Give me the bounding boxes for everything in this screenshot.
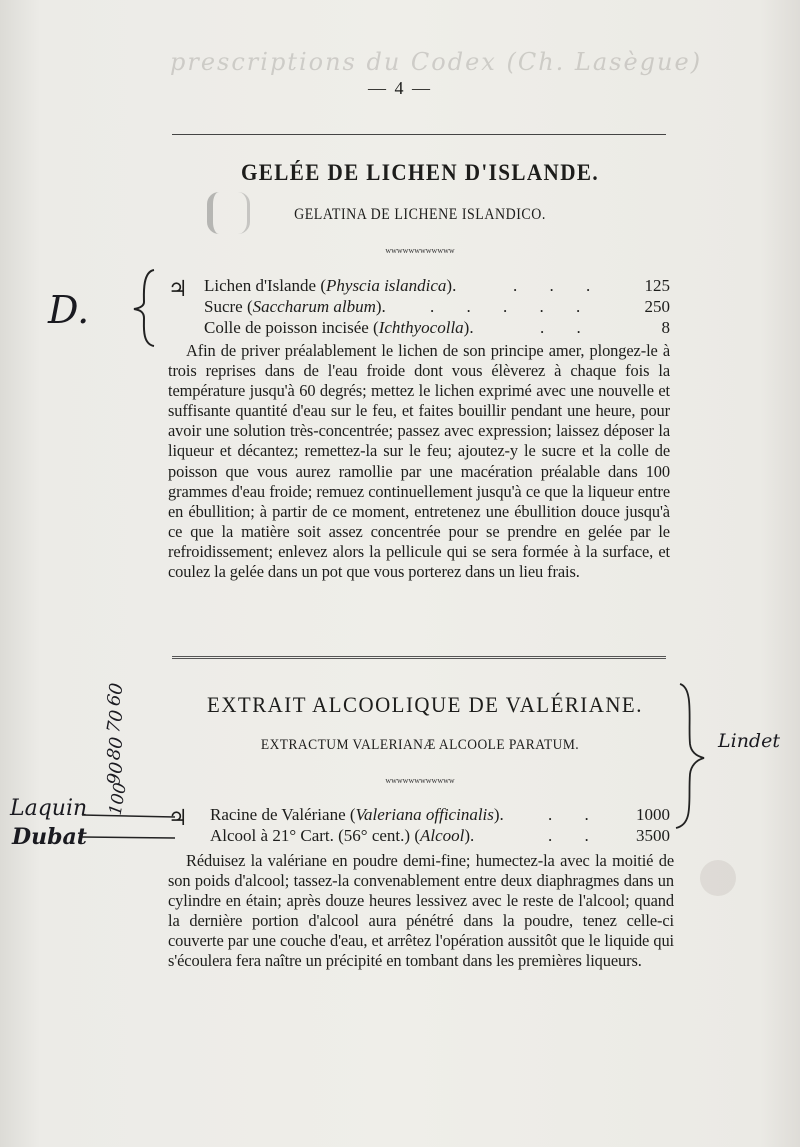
jupiter-symbol-icon: ♃	[168, 276, 188, 301]
margin-number: 80	[103, 735, 128, 762]
ingredient-latin: Alcool	[419, 826, 465, 845]
ingredient-text: Lichen d'Islande (	[204, 276, 327, 295]
margin-number: 90	[103, 760, 128, 787]
ingredient-latin: Ichthyocolla	[378, 318, 464, 337]
ingredient-latin: Physcia islandica	[326, 276, 447, 295]
ingredient-latin: Saccharum album	[252, 297, 376, 316]
ingredient-text: ).	[493, 805, 504, 824]
handwritten-top-note: prescriptions du Codex (Ch. Lasègue)	[170, 48, 703, 76]
middle-rule	[172, 656, 666, 661]
section1-subtitle: GELATINA DE LICHENE ISLANDICO.	[294, 206, 546, 223]
ingredient-amount: 8	[661, 318, 670, 337]
margin-note-d: D.	[48, 288, 90, 332]
section1-paragraph-text: Afin de priver préalablement le lichen de son principe amer, plongez-le à trois reprises dans de l'eau froide dont vous élèverez à chaque fois la température jusqu'à 60 degrés; mettez le lichen exprimé avec une nouvelle et suffisante quantité d'eau sur le feu, et faites bouillir pendant une heure, pour avoir une solution très-concentrée; passez avec expression; laissez déposer la liqueur et décantez; remettez-la sur le feu; ajoutez-y le sucre et la colle de poisson que vous aurez ramollie par une macération préalable dans 100 grammes d'eau froide; remuez continuellement jusqu'à ce que la liqueur entre en ébullition; à partir de ce moment, entretenez une ébullition douce jusqu'à ce que la matière soit assez concentrée pour se prendre en gelée par le refroidissement; enlevez alors la pellicule qui se sera formée à la surface, et coulez la gelée dans un pot que vous porterez dans un lieu frais.	[168, 341, 670, 582]
handwritten-lines	[80, 805, 180, 845]
leader-dots: . .	[548, 826, 603, 845]
ingredient-text: Colle de poisson incisée (	[204, 318, 379, 337]
section2-subtitle: EXTRACTUM VALERIANÆ ALCOOLE PARATUM.	[260, 737, 580, 753]
ingredient-text: ).	[446, 276, 457, 295]
page-number: — 4 —	[368, 78, 432, 98]
section2-title: EXTRAIT ALCOOLIQUE DE VALÉRIANE.	[207, 692, 643, 717]
margin-number: 70	[103, 708, 128, 735]
jupiter-symbol-icon: ♃	[168, 805, 188, 830]
section1-paragraph	[168, 341, 670, 582]
section1-title: GELÉE DE LICHEN D'ISLANDE.	[240, 160, 600, 185]
handwritten-brace	[130, 266, 160, 350]
ingredient-text: ).	[464, 826, 475, 845]
ingredient-text: Racine de Valériane (	[210, 805, 356, 824]
ingredient-amount: 125	[644, 276, 670, 295]
ingredient-amount: 1000	[636, 805, 670, 824]
section2-paragraph-text: Réduisez la valériane en poudre demi-fine; humectez-la avec la moitié de son poids d'alcool; tassez-la convenablement entre deux diaphragmes dans un cylindre en étain; après douze heures lessivez avec le reste de l'alcool; quand la dernière portion d'alcool aura pénétré dans la poudre, tenez celle-ci couverte par une couche d'eau, et arrêtez l'opération aussitôt que le liquide qui s'écoulera fera naître un précipité en tombant dans les premières liqueurs.	[168, 851, 674, 971]
section2-paragraph	[168, 851, 674, 972]
leader-dots: . .	[548, 805, 603, 824]
ingredient-amount: 3500	[636, 826, 670, 845]
margin-name: Laquin	[10, 796, 88, 821]
ingredient-amount: 250	[644, 297, 670, 316]
margin-name: Dubat	[12, 824, 87, 850]
margin-number: 100	[105, 781, 131, 817]
leader-dots: . . .	[513, 276, 605, 295]
right-margin-note: Lindet	[718, 730, 780, 752]
ingredient-text: ).	[463, 318, 474, 337]
top-rule	[172, 134, 666, 135]
stain	[700, 860, 736, 896]
ingredient-latin: Valeriana officinalis	[355, 805, 494, 824]
leader-dots: . . . . .	[430, 297, 595, 316]
ingredient-text: ).	[375, 297, 386, 316]
ingredient-text: Sucre (	[204, 297, 253, 316]
section1-ornament: wwwwwwwwwwww	[385, 246, 455, 255]
ingredient-text: Alcool à 21° Cart. (56° cent.) (	[210, 826, 420, 845]
section2-ornament: wwwwwwwwwwww	[385, 776, 455, 785]
leader-dots: . .	[540, 318, 595, 337]
margin-number: 60	[103, 681, 128, 708]
